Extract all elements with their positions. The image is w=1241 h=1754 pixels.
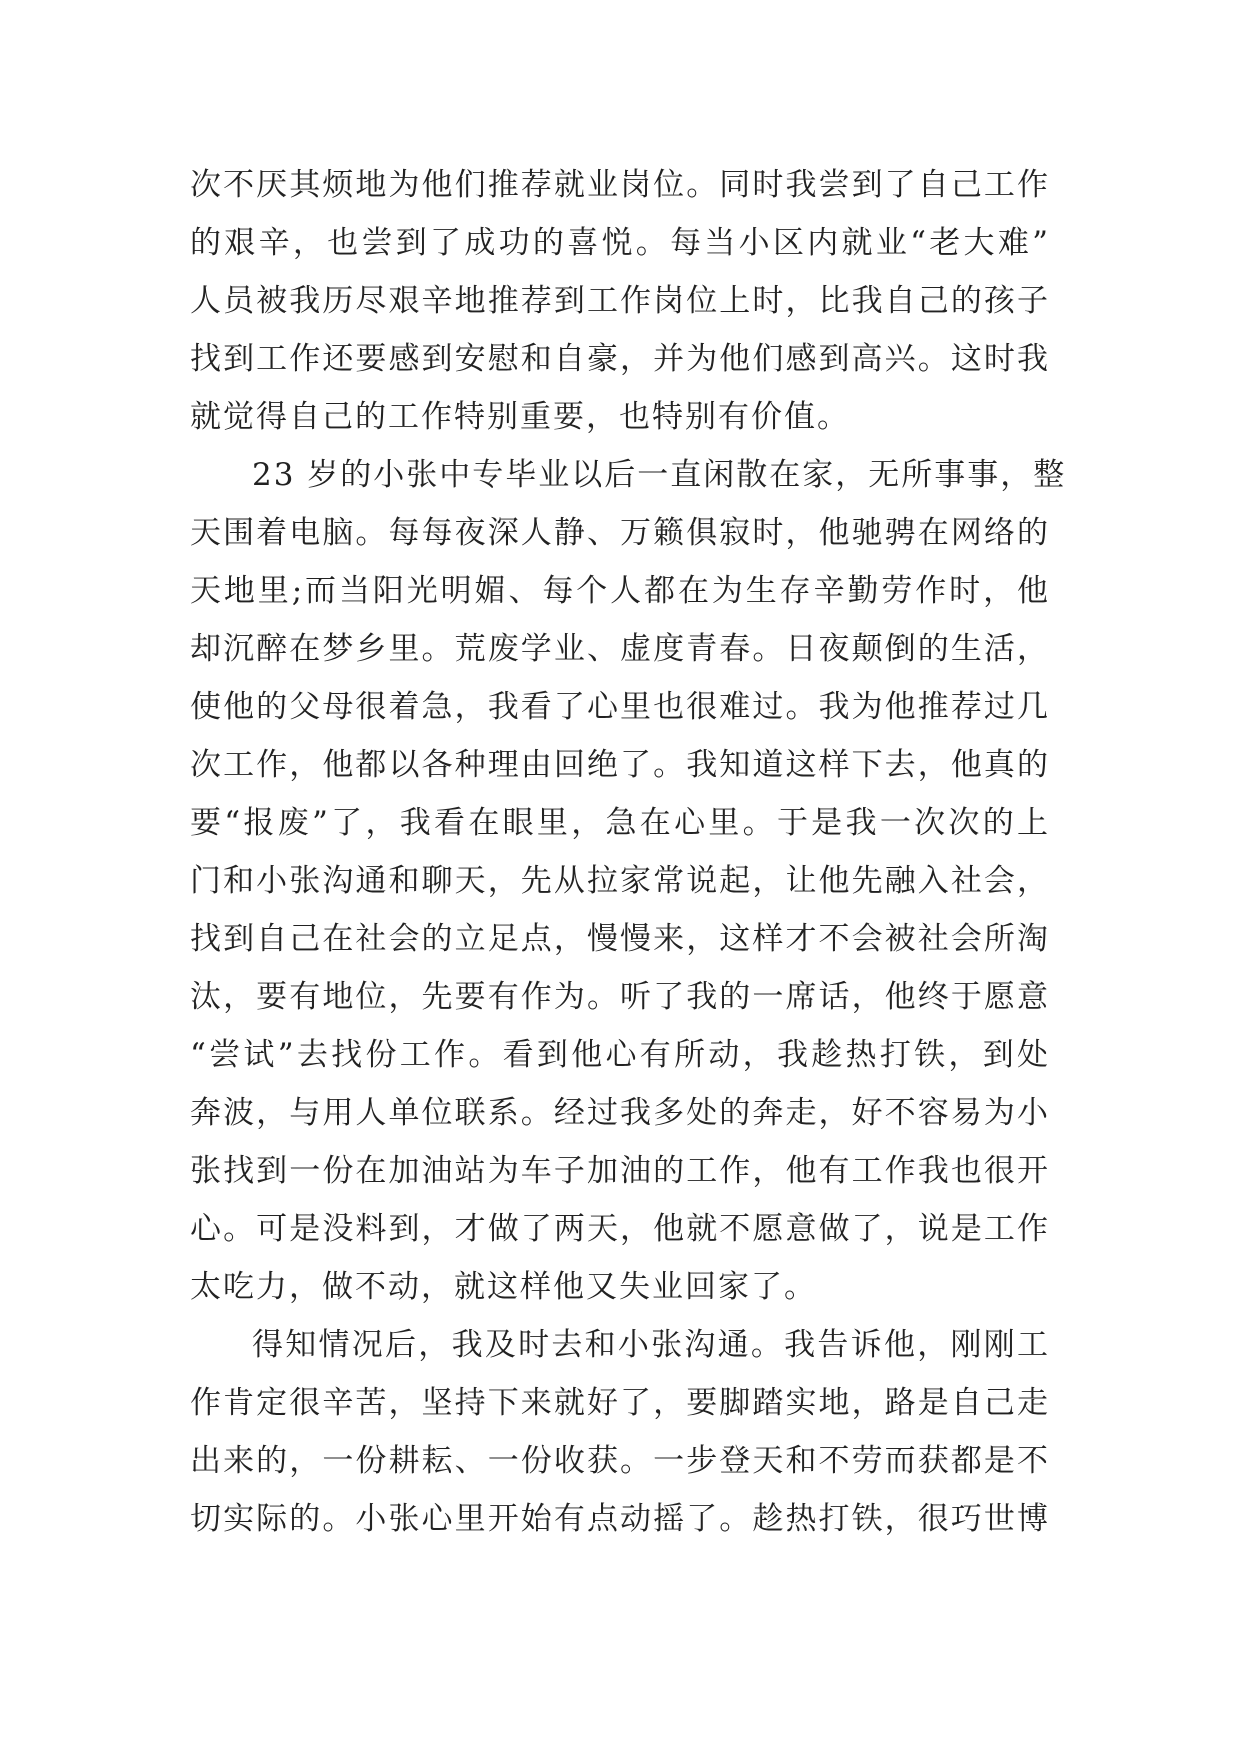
paragraph-1-line-3: 人员被我历尽艰辛地推荐到工作岗位上时，比我自己的孩子 bbox=[190, 283, 1050, 319]
paragraph-3-line-4: 切实际的。小张心里开始有点动摇了。趁热打铁，很巧世博 bbox=[190, 1501, 1050, 1537]
paragraph-3-line-2: 作肯定很辛苦，坚持下来就好了，要脚踏实地，路是自己走 bbox=[190, 1385, 1050, 1421]
paragraph-2-line-9: 找到自己在社会的立足点，慢慢来，这样才不会被社会所淘 bbox=[190, 921, 1050, 957]
paragraph-2-line-7: 要“报废”了，我看在眼里，急在心里。于是我一次次的上 bbox=[190, 805, 1050, 841]
paragraph-2-line-15: 太吃力，做不动，就这样他又失业回家了。 bbox=[190, 1269, 817, 1305]
paragraph-1-line-5: 就觉得自己的工作特别重要，也特别有价值。 bbox=[190, 399, 850, 435]
paragraph-2-line-1: 23 岁的小张中专毕业以后一直闲散在家，无所事事，整 bbox=[252, 457, 1067, 493]
paragraph-1-line-1: 次不厌其烦地为他们推荐就业岗位。同时我尝到了自己工作 bbox=[190, 167, 1050, 203]
paragraph-2-line-6: 次工作，他都以各种理由回绝了。我知道这样下去，他真的 bbox=[190, 747, 1050, 783]
document-body bbox=[190, 156, 1067, 1548]
paragraph-2-line-3: 天地里;而当阳光明媚、每个人都在为生存辛勤劳作时，他 bbox=[190, 573, 1050, 609]
paragraph-3-line-3: 出来的，一份耕耘、一份收获。一步登天和不劳而获都是不 bbox=[190, 1443, 1050, 1479]
paragraph-1-line-4: 找到工作还要感到安慰和自豪，并为他们感到高兴。这时我 bbox=[190, 341, 1050, 377]
paragraph-2-line-8: 门和小张沟通和聊天，先从拉家常说起，让他先融入社会， bbox=[190, 863, 1050, 899]
paragraph-1-line-2: 的艰辛，也尝到了成功的喜悦。每当小区内就业“老大难” bbox=[190, 225, 1050, 261]
paragraph-2-line-14: 心。可是没料到，才做了两天，他就不愿意做了，说是工作 bbox=[190, 1211, 1050, 1247]
paragraph-2-line-13: 张找到一份在加油站为车子加油的工作，他有工作我也很开 bbox=[190, 1153, 1050, 1189]
paragraph-3-line-1: 得知情况后，我及时去和小张沟通。我告诉他，刚刚工 bbox=[252, 1327, 1050, 1363]
paragraph-2-line-4: 却沉醉在梦乡里。荒废学业、虚度青春。日夜颠倒的生活， bbox=[190, 631, 1050, 667]
paragraph-2-line-2: 天围着电脑。每每夜深人静、万籁俱寂时，他驰骋在网络的 bbox=[190, 515, 1050, 551]
paragraph-2-line-10: 汰，要有地位，先要有作为。听了我的一席话，他终于愿意 bbox=[190, 979, 1050, 1015]
paragraph-2-line-11: “尝试”去找份工作。看到他心有所动，我趁热打铁，到处 bbox=[190, 1037, 1050, 1073]
paragraph-2-line-12: 奔波，与用人单位联系。经过我多处的奔走，好不容易为小 bbox=[190, 1095, 1050, 1131]
paragraph-2-line-5: 使他的父母很着急，我看了心里也很难过。我为他推荐过几 bbox=[190, 689, 1050, 725]
